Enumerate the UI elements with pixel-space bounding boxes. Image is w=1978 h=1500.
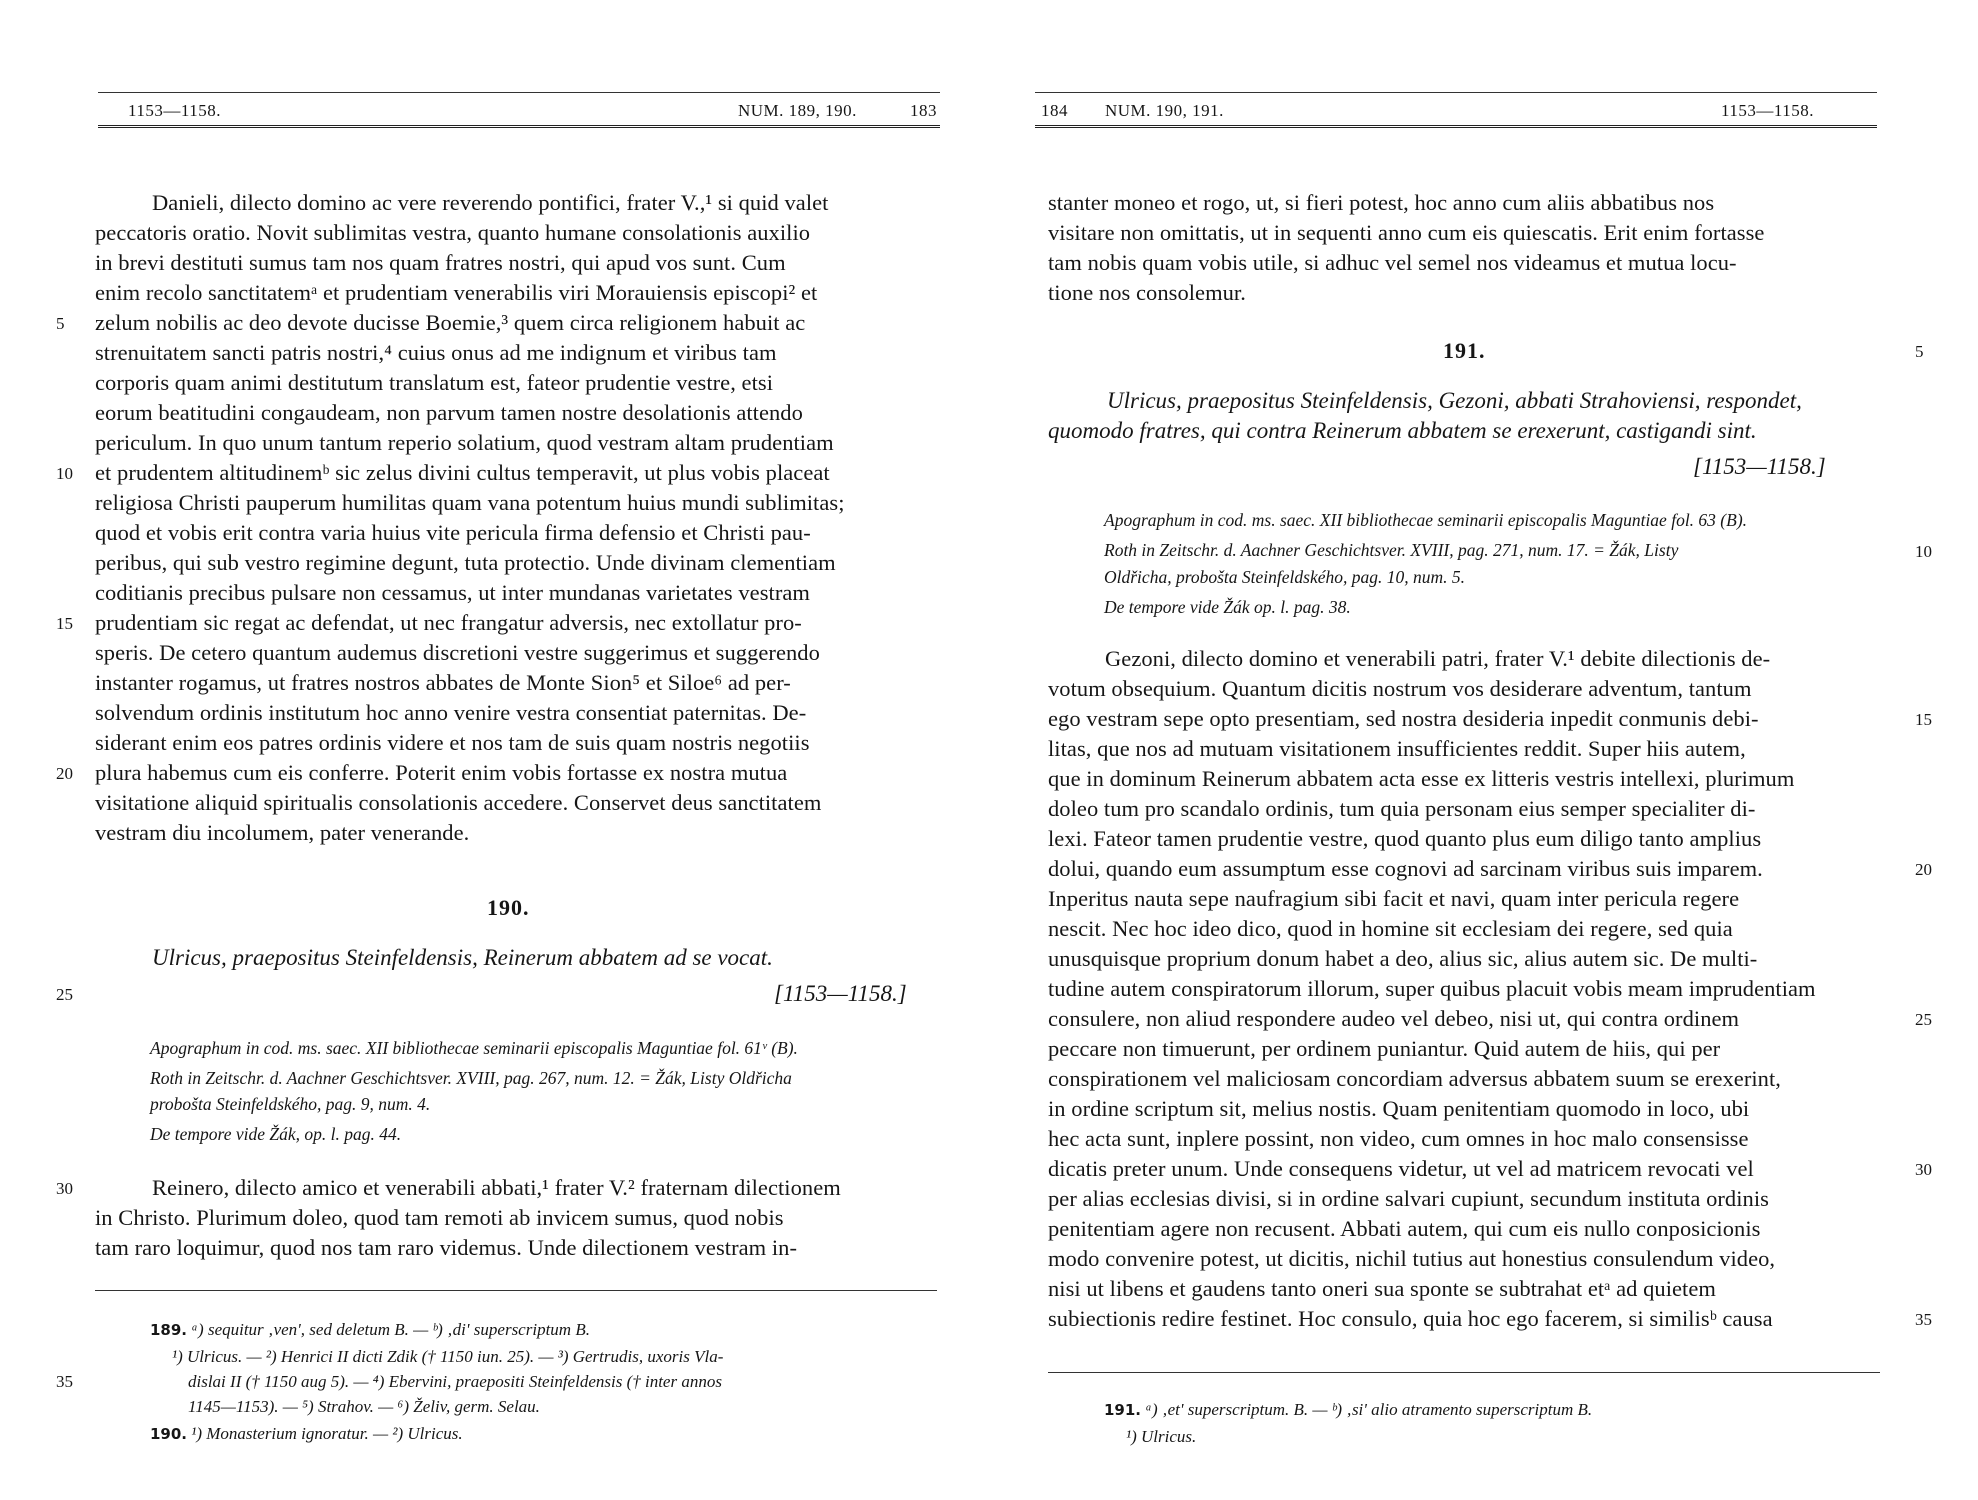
- text-line: coditianis precibus pulsare non cessamus, ut inter mundanas varietates vestram: [95, 580, 810, 605]
- text-line: tione nos consolemur.: [1048, 280, 1246, 305]
- text-line: prudentiam sic regat ac defendat, ut nec frangatur adversis, nec extollatur pro-: [95, 610, 802, 635]
- text-line: hec acta sunt, inplere possint, non video, cum omnes in hoc malo consensisse: [1048, 1126, 1749, 1151]
- footnote-191-apparatus: [1104, 1400, 1592, 1420]
- text-line: penitentiam agere non recusent. Abbati autem, qui cum eis nullo conposicionis: [1048, 1216, 1761, 1241]
- footnote-label: 189.: [150, 1321, 188, 1339]
- source-line: De tempore vide Žák, op. l. pag. 44.: [150, 1124, 402, 1144]
- running-header-left: [98, 92, 940, 128]
- text-line: instanter rogamus, ut fratres nostros abbates de Monte Sion⁵ et Siloe⁶ ad per-: [95, 670, 791, 695]
- text-line: Reinero, dilecto amico et venerabili abbati,¹ frater V.² fraternam dilectionem: [152, 1175, 841, 1200]
- text-line: subiectionis redire festinet. Hoc consulo, quia hoc ego facerem, si similisᵇ causa: [1048, 1306, 1773, 1331]
- margin-line-number: 10: [56, 464, 73, 483]
- margin-line-number: 20: [56, 764, 73, 783]
- footnote-text: ¹) Ulricus. — ²) Henrici II dicti Zdik († 1150 iun. 25). — ³) Gertrudis, uxoris Vla-: [172, 1347, 724, 1366]
- text-line: et prudentem altitudinemᵇ sic zelus divini cultus temperavit, ut plus vobis placeat: [95, 460, 830, 485]
- text-line: tam raro loquimur, quod nos tam raro videmus. Unde dilectionem vestram in-: [95, 1235, 798, 1260]
- text-line: enim recolo sanctitatemᵃ et prudentiam venerabilis viri Morauiensis episcopi² et: [95, 280, 818, 305]
- text-line: periculum. In quo unum tantum reperio solatium, quod vestram altam prudentiam: [95, 430, 834, 455]
- text-line: dicatis preter unum. Unde consequens videtur, ut vel ad matricem revocati vel: [1048, 1156, 1754, 1181]
- text-line: siderant enim eos patres ordinis videre et nos tam de suis quam nostris negotiis: [95, 730, 810, 755]
- text-line: nisi ut libens et gaudens tanto oneri sua sponte se subtrahat etᵃ ad quietem: [1048, 1276, 1716, 1301]
- text-line: que in dominum Reinerum abbatem acta esse ex litteris vestris intellexi, plurimum: [1048, 766, 1795, 791]
- source-line: De tempore vide Žák op. l. pag. 38.: [1104, 597, 1351, 617]
- margin-line-number: 35: [1915, 1310, 1932, 1329]
- text-line: nescit. Nec hoc ideo dico, quod in homine sit ecclesiam dei regere, sed quia: [1048, 916, 1733, 941]
- text-line: stanter moneo et rogo, ut, si fieri potest, hoc anno cum aliis abbatibus nos: [1048, 190, 1715, 215]
- margin-line-number: 5: [56, 314, 65, 333]
- footnote-rule: [95, 1290, 937, 1291]
- right-page: [989, 0, 1978, 1500]
- margin-line-number: 25: [56, 985, 73, 1004]
- text-line: Inperitus nauta sepe naufragium sibi facit et navi, quam inter pericula regere: [1048, 886, 1740, 911]
- text-line: lexi. Fateor tamen prudentie vestre, quod quanto plus eum diligo tanto amplius: [1048, 826, 1762, 851]
- text-line: litas, que nos ad mutuam visitationem insufficientes reddit. Super hiis autem,: [1048, 736, 1746, 761]
- header-page-number: 184: [1041, 101, 1068, 120]
- footnote-text: ᵃ) sequitur ‚ven', sed deletum B. — ᵇ) ‚di' superscriptum B.: [191, 1320, 590, 1339]
- header-years: 1153—1158.: [128, 101, 221, 120]
- text-line: quod et vobis erit contra varia huius vite pericula firma defensio et Christi pau-: [95, 520, 811, 545]
- regest-191: quomodo fratres, qui contra Reinerum abbatem se erexerunt, castigandi sint.: [1048, 418, 1757, 443]
- text-line: visitatione aliquid spiritualis consolationis accedere. Conservet deus sanctitatem: [95, 790, 822, 815]
- text-line: eorum beatitudini congaudeam, non parvum tamen nostre desolationis attendo: [95, 400, 803, 425]
- header-page-number: 183: [910, 101, 937, 120]
- text-line: peccare non timuerunt, per ordinem puniantur. Quid autem de hiis, qui per: [1048, 1036, 1721, 1061]
- running-header-right: [1035, 92, 1877, 128]
- text-line: in brevi destituti sumus tam nos quam fratres nostri, qui apud vos sunt. Cum: [95, 250, 786, 275]
- text-line: visitare non omittatis, ut in sequenti anno cum eis quiescatis. Erit enim fortasse: [1048, 220, 1765, 245]
- document-number-190: 190.: [487, 895, 530, 920]
- text-line: peribus, qui sub vestro regimine degunt, tuta protectio. Unde divinam clementiam: [95, 550, 836, 575]
- text-line: strenuitatem sancti patris nostri,⁴ cuius onus ad me indignum et viribus tam: [95, 340, 777, 365]
- source-line: Roth in Zeitschr. d. Aachner Geschichtsver. XVIII, pag. 267, num. 12. = Žák, Listy Oldřicha: [150, 1068, 792, 1088]
- footnote-label: 190.: [150, 1425, 188, 1443]
- footnote-text: dislai II († 1150 aug 5). — ⁴) Ebervini, praepositi Steinfeldensis († inter annos: [188, 1372, 722, 1391]
- text-line: speris. De cetero quantum audemus discretioni vestre suggerimus et suggerendo: [95, 640, 820, 665]
- text-line: votum obsequium. Quantum dicitis nostrum vos desiderare adventum, tantum: [1048, 676, 1752, 701]
- regest-191: Ulricus, praepositus Steinfeldensis, Gezoni, abbati Strahoviensi, respondet,: [1107, 388, 1802, 413]
- date-190: [1153—1158.]: [774, 981, 907, 1006]
- text-line: plura habemus cum eis conferre. Poterit enim vobis fortasse ex nostra mutua: [95, 760, 788, 785]
- footnote-rule: [1048, 1372, 1880, 1373]
- margin-line-number: 25: [1915, 1010, 1932, 1029]
- text-line: Gezoni, dilecto domino et venerabili patri, frater V.¹ debite dilectionis de-: [1105, 646, 1771, 671]
- source-line: Apographum in cod. ms. saec. XII bibliothecae seminarii episcopalis Maguntiae fol. 61ᵛ (B).: [150, 1038, 798, 1058]
- date-191: [1153—1158.]: [1693, 454, 1826, 479]
- text-line: consulere, non aliud respondere audeo vel debeo, nisi ut, qui contra ordinem: [1048, 1006, 1740, 1031]
- margin-line-number: 5: [1915, 342, 1924, 361]
- regest-190: Ulricus, praepositus Steinfeldensis, Reinerum abbatem ad se vocat.: [152, 945, 773, 970]
- header-num: NUM. 190, 191.: [1105, 101, 1224, 120]
- footnote-190: [150, 1424, 463, 1444]
- text-line: per alias ecclesias divisi, si in ordine salvari cupiunt, secundum instituta ordinis: [1048, 1186, 1769, 1211]
- text-line: unusquisque proprium donum habet a deo, alius sic, alius autem sic. De multi-: [1048, 946, 1758, 971]
- text-line: doleo tum pro scandalo ordinis, tum quia personam eius semper specialiter di-: [1048, 796, 1756, 821]
- footnote-label: 191.: [1104, 1401, 1142, 1419]
- text-line: tam nobis quam vobis utile, si adhuc vel semel nos videamus et mutua locu-: [1048, 250, 1737, 275]
- source-line: Oldřicha, probošta Steinfeldského, pag. 10, num. 5.: [1104, 567, 1465, 587]
- text-line: modo convenire potest, ut dicitis, nichil tutius aut honestius consulendum video,: [1048, 1246, 1776, 1271]
- footnote-text: ᵃ) ‚et' superscriptum. B. — ᵇ) ‚si' alio atramento superscriptum B.: [1145, 1400, 1593, 1419]
- source-line: Apographum in cod. ms. saec. XII bibliothecae seminarii episcopalis Maguntiae fol. 63 (B).: [1104, 510, 1748, 530]
- text-line: peccatoris oratio. Novit sublimitas vestra, quanto humane consolationis auxilio: [95, 220, 811, 245]
- document-number-191: 191.: [1443, 338, 1486, 363]
- margin-line-number: 30: [1915, 1160, 1932, 1179]
- header-years: 1153—1158.: [1721, 101, 1814, 120]
- text-line: solvendum ordinis institutum hoc anno venire vestra consentiat paternitas. De-: [95, 700, 807, 725]
- margin-line-number: 30: [56, 1179, 73, 1198]
- margin-line-number: 15: [56, 614, 73, 633]
- text-line: in Christo. Plurimum doleo, quod tam remoti ab invicem sumus, quod nobis: [95, 1205, 784, 1230]
- text-line: religiosa Christi pauperum humilitas quam vana potentum huius mundi sublimitas;: [95, 490, 845, 515]
- text-line: Danieli, dilecto domino ac vere reverendo pontifici, frater V.,¹ si quid valet: [152, 190, 829, 215]
- margin-line-number: 20: [1915, 860, 1932, 879]
- footnote-text: 1145—1153). — ⁵) Strahov. — ⁶) Želiv, germ. Selau.: [188, 1397, 540, 1416]
- footnote-189-apparatus: [150, 1320, 590, 1340]
- text-line: ego vestram sepe opto presentiam, sed nostra desideria inpedit conmunis debi-: [1048, 706, 1759, 731]
- footnote-text: ¹) Ulricus.: [1126, 1427, 1197, 1446]
- margin-line-number: 10: [1915, 542, 1932, 561]
- footnote-text: ¹) Monasterium ignoratur. — ²) Ulricus.: [191, 1424, 463, 1443]
- text-line: dolui, quando eum assumptum esse cognovi ad sarcinam viribus suis imparem.: [1048, 856, 1763, 881]
- text-line: corporis quam animi destitutum translatum est, fateor prudentie vestre, etsi: [95, 370, 773, 395]
- source-line: probošta Steinfeldského, pag. 9, num. 4.: [150, 1094, 431, 1114]
- header-num: NUM. 189, 190.: [738, 101, 857, 120]
- text-line: tudine autem conspiratorum illorum, super quibus placuit vobis meam imprudentiam: [1048, 976, 1816, 1001]
- text-line: vestram diu incolumem, pater venerande.: [95, 820, 470, 845]
- source-line: Roth in Zeitschr. d. Aachner Geschichtsver. XVIII, pag. 271, num. 17. = Žák, Listy: [1104, 540, 1679, 560]
- margin-line-number: 15: [1915, 710, 1932, 729]
- text-line: conspirationem vel maliciosam concordiam adversus abbatem suum se erexerint,: [1048, 1066, 1781, 1091]
- margin-line-number: 35: [56, 1372, 73, 1391]
- text-line: in ordine scriptum sit, melius nostis. Quam penitentiam quomodo in loco, ubi: [1048, 1096, 1750, 1121]
- text-line: zelum nobilis ac deo devote ducisse Boemie,³ quem circa religionem habuit ac: [95, 310, 806, 335]
